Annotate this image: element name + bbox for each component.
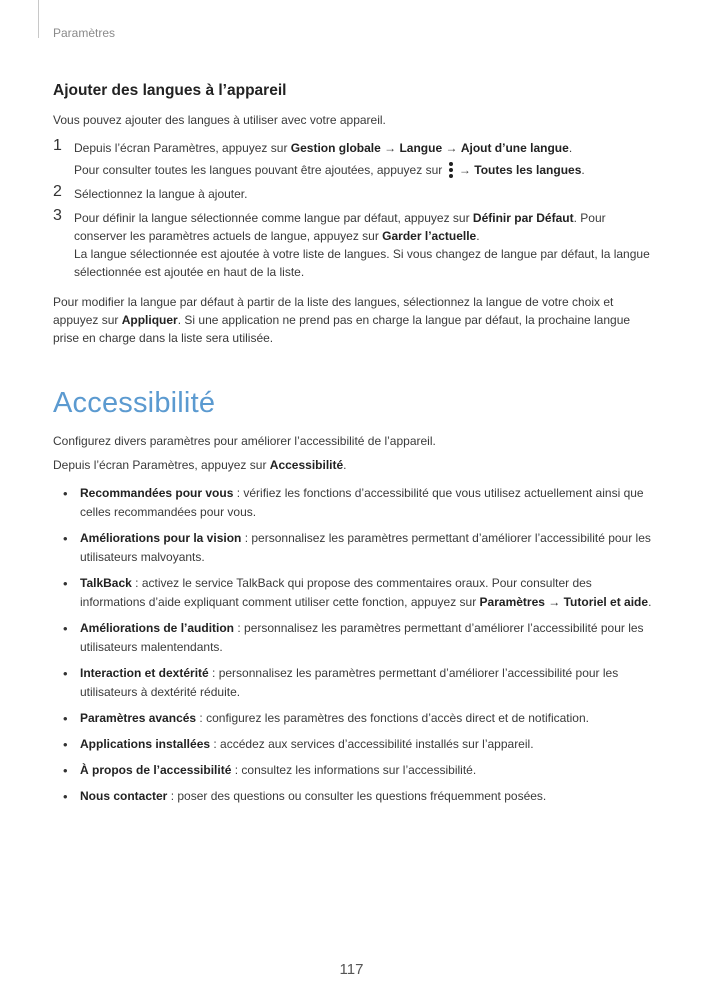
list-item: • Paramètres avancés : configurez les paramètres des fonctions d’accès direct et de notification. bbox=[63, 711, 589, 726]
step-text: Pour définir la langue sélectionnée comme langue par défaut, appuyez sur Définir par Défaut. Pour conserver les paramètres actuels de langue, appuyez sur Garder l’actuelle. bbox=[74, 211, 606, 243]
list-item: • À propos de l’accessibilité : consultez les informations sur l’accessibilité. bbox=[63, 763, 477, 778]
more-options-icon bbox=[448, 162, 454, 178]
list-item: • Améliorations pour la vision : personnalisez les paramètres permettant d’améliorer l’accessibilité pour les utilisateurs malvoyants. bbox=[63, 531, 651, 564]
ui-term: Définir par Défaut bbox=[472, 211, 574, 225]
section-title-accessibility: Accessibilité bbox=[53, 387, 216, 419]
ui-term: Accessibilité bbox=[269, 458, 344, 472]
ui-term: Langue bbox=[399, 141, 443, 155]
running-header: Paramètres bbox=[53, 26, 116, 40]
step-number: 3 bbox=[53, 207, 62, 224]
list-item: • TalkBack : activez le service TalkBack qui propose des commentaires oraux. Pour consulter des informations d’aide expliquant comment utiliser cette fonction, appuyez sur Paramètres → Tutoriel et aide. bbox=[63, 576, 652, 609]
step-text: Sélectionnez la langue à ajouter. bbox=[74, 187, 248, 201]
section-title-languages: Ajouter des langues à l’appareil bbox=[53, 82, 287, 99]
step-subtext: Pour consulter toutes les langues pouvant être ajoutées, appuyez sur → Toutes les langues. bbox=[74, 163, 585, 177]
step-1 bbox=[53, 139, 653, 179]
list-item: • Applications installées : accédez aux services d’accessibilité installés sur l’appareil. bbox=[63, 737, 534, 752]
ui-term: Garder l’actuelle bbox=[382, 229, 477, 243]
ui-term: Toutes les langues bbox=[474, 163, 582, 177]
accessibility-intro: Configurez divers paramètres pour améliorer l’accessibilité de l’appareil. bbox=[53, 434, 436, 448]
page-number: 117 bbox=[339, 961, 364, 978]
page-content bbox=[53, 82, 653, 813]
list-item: • Interaction et dextérité : personnalisez les paramètres permettant d’améliorer l’accessibilité pour les utilisateurs à dextérité réduite. bbox=[63, 666, 619, 699]
accessibility-path: Depuis l’écran Paramètres, appuyez sur Accessibilité. bbox=[53, 458, 347, 472]
languages-intro: Vous pouvez ajouter des langues à utiliser avec votre appareil. bbox=[53, 113, 386, 127]
step-2 bbox=[53, 185, 653, 203]
step-number: 2 bbox=[53, 183, 62, 200]
steps-list bbox=[53, 139, 653, 281]
ui-term: Gestion globale bbox=[290, 141, 381, 155]
step-number: 1 bbox=[53, 137, 62, 154]
header-divider bbox=[38, 0, 39, 38]
list-item: • Améliorations de l’audition : personnalisez les paramètres permettant d’améliorer l’accessibilité pour les utilisateurs malentendants. bbox=[63, 621, 644, 654]
accessibility-options-list bbox=[53, 484, 653, 806]
ui-term: Appliquer bbox=[121, 313, 178, 327]
step-3 bbox=[53, 209, 653, 281]
step-subtext: La langue sélectionnée est ajoutée à votre liste de langues. Si vous changez de langue par défaut, la langue sélectionnée est ajoutée en haut de la liste. bbox=[74, 247, 650, 279]
languages-note: Pour modifier la langue par défaut à partir de la liste des langues, sélectionnez la langue de votre choix et appuyez sur Appliquer. Si une application ne prend pas en charge la langue par défaut, la prochaine langue prise en charge dans la liste sera utilisée. bbox=[53, 295, 631, 345]
ui-term: Ajout d’une langue bbox=[460, 141, 569, 155]
list-item: • Nous contacter : poser des questions ou consulter les questions fréquemment posées. bbox=[63, 789, 547, 804]
step-text: Depuis l’écran Paramètres, appuyez sur Gestion globale → Langue → Ajout d’une langue. bbox=[74, 141, 573, 155]
list-item: • Recommandées pour vous : vérifiez les fonctions d’accessibilité que vous utilisez actuellement ainsi que celles recommandées pour vous. bbox=[63, 486, 644, 519]
